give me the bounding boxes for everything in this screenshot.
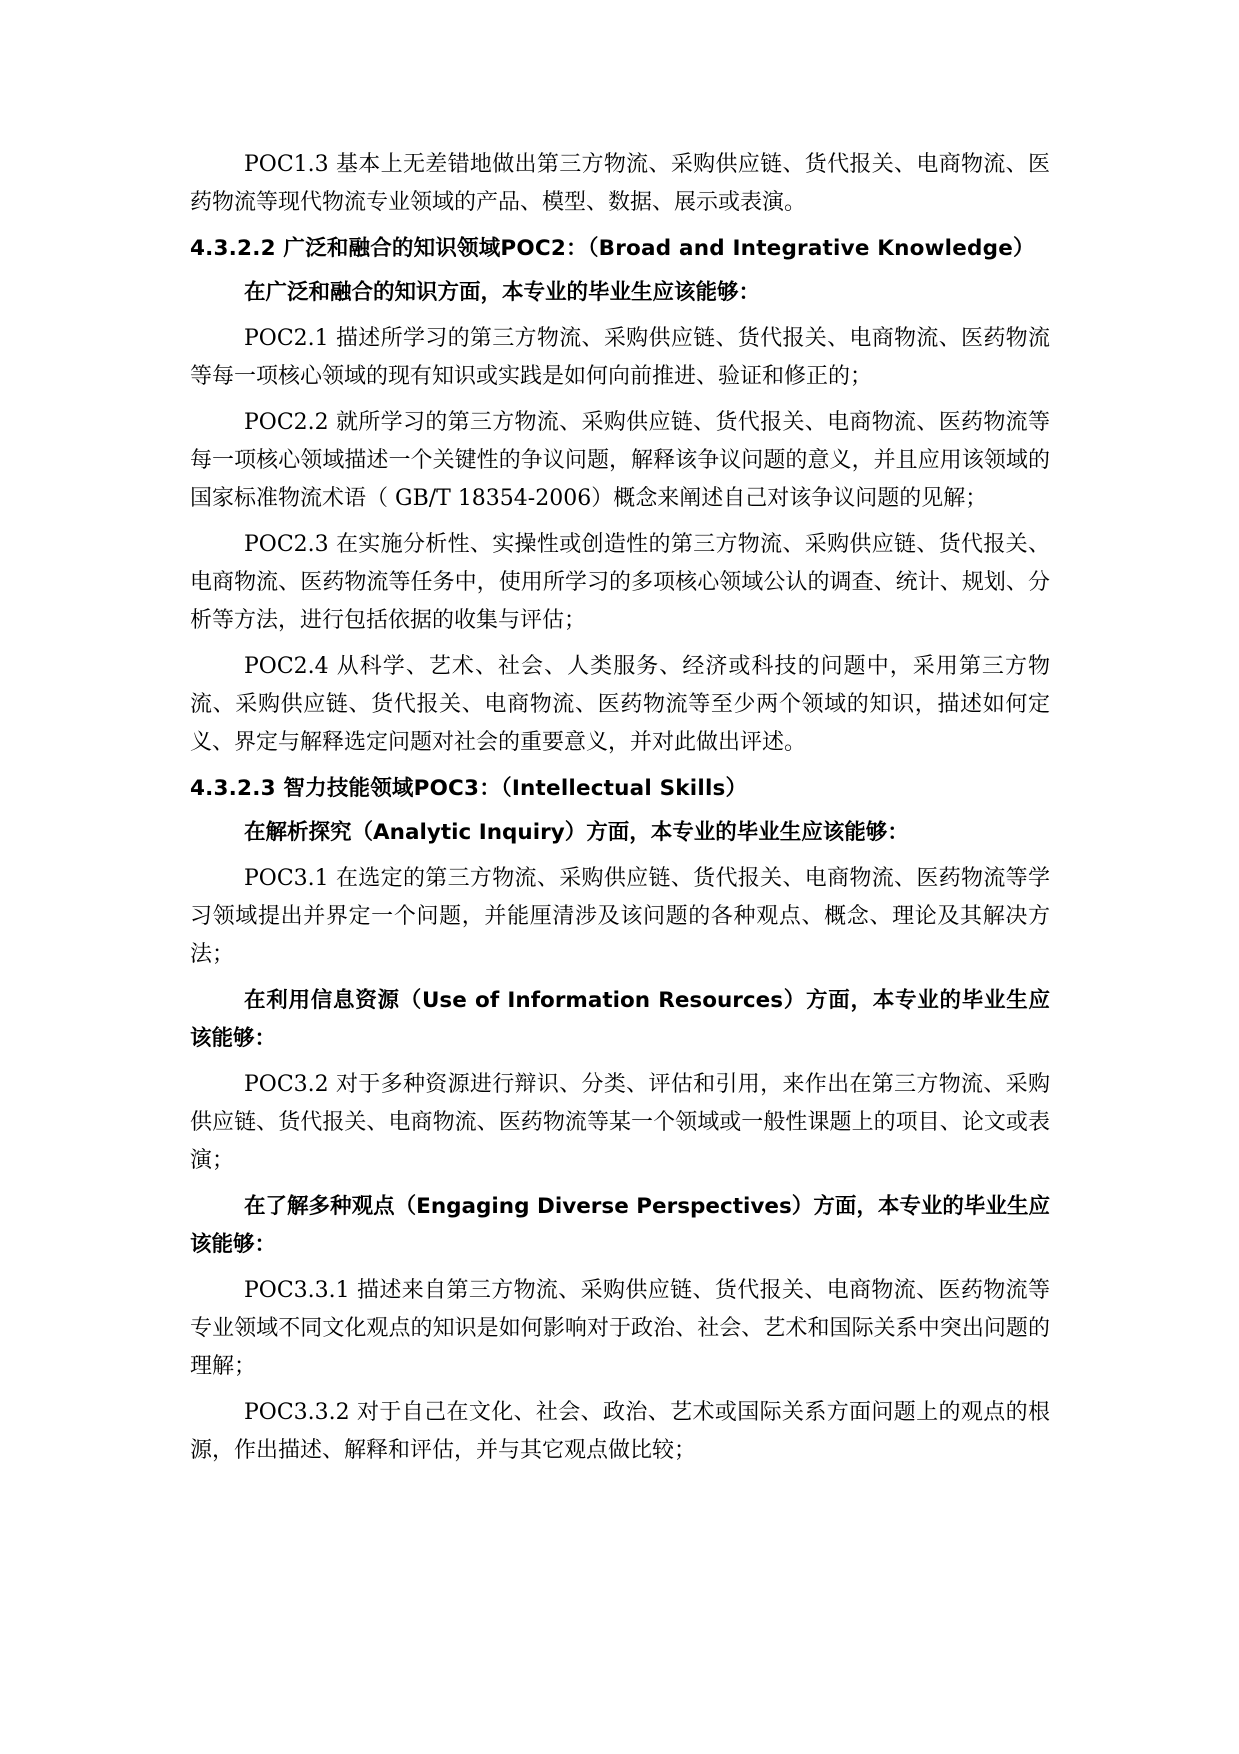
body-text: POC2.2 就所学习的第三方物流、采购供应链、货代报关、电商物流、医药物流等每一项核心领域描述一个关键性的争议问题，解释该争议问题的意义，并且应用该领域的国家标准物流术语（ GB/T 18354-2006）概念来阐述自己对该争议问题的见解； — [190, 410, 1050, 511]
body-text: POC3.2 对于多种资源进行辩识、分类、评估和引用，来作出在第三方物流、采购供应链、货代报关、电商物流、医药物流等某一个领域或一般性课题上的项目、论文或表演； — [190, 1072, 1050, 1173]
paragraph-poc3-2 — [190, 1066, 1050, 1180]
subheading-information-resources — [190, 982, 1050, 1058]
section-heading: 4.3.2.3 智力技能领域POC3：（Intellectual Skills） — [190, 776, 748, 801]
body-text: POC2.1 描述所学习的第三方物流、采购供应链、货代报关、电商物流、医药物流等每一项核心领域的现有知识或实践是如何向前推进、验证和修正的； — [190, 326, 1050, 389]
section-heading-4-3-2-3 — [190, 770, 1050, 808]
body-text: POC1.3 基本上无差错地做出第三方物流、采购供应链、货代报关、电商物流、医药物流等现代物流专业领域的产品、模型、数据、展示或表演。 — [190, 152, 1050, 215]
paragraph-poc3-1 — [190, 860, 1050, 974]
paragraph-poc3-3-2 — [190, 1394, 1050, 1470]
paragraph-poc3-3-1 — [190, 1272, 1050, 1386]
sub-heading: 在了解多种观点（Engaging Diverse Perspectives）方面，本专业的毕业生应该能够： — [190, 1194, 1050, 1257]
body-text: POC2.4 从科学、艺术、社会、人类服务、经济或科技的问题中，采用第三方物流、采购供应链、货代报关、电商物流、医药物流等至少两个领域的知识，描述如何定义、界定与解释选定问题对社会的重要意义，并对此做出评述。 — [190, 654, 1050, 755]
subheading-knowledge — [190, 274, 1050, 312]
body-text: POC3.3.2 对于自己在文化、社会、政治、艺术或国际关系方面问题上的观点的根源，作出描述、解释和评估，并与其它观点做比较； — [190, 1400, 1050, 1463]
sub-heading: 在解析探究（Analytic Inquiry）方面，本专业的毕业生应该能够： — [244, 820, 909, 845]
section-heading-4-3-2-2 — [190, 230, 1050, 268]
paragraph-poc2-4 — [190, 648, 1050, 762]
body-text: POC3.1 在选定的第三方物流、采购供应链、货代报关、电商物流、医药物流等学习领域提出并界定一个问题，并能厘清涉及该问题的各种观点、概念、理论及其解决方法； — [190, 866, 1050, 967]
section-heading: 4.3.2.2 广泛和融合的知识领域POC2：（Broad and Integrative Knowledge） — [190, 236, 1035, 261]
sub-heading: 在利用信息资源（Use of Information Resources）方面，本专业的毕业生应该能够： — [190, 988, 1050, 1051]
paragraph-poc2-1 — [190, 320, 1050, 396]
body-text: POC3.3.1 描述来自第三方物流、采购供应链、货代报关、电商物流、医药物流等专业领域不同文化观点的知识是如何影响对于政治、社会、艺术和国际关系中突出问题的理解； — [190, 1278, 1050, 1379]
paragraph-poc2-3 — [190, 526, 1050, 640]
body-text: POC2.3 在实施分析性、实操性或创造性的第三方物流、采购供应链、货代报关、电商物流、医药物流等任务中，使用所学习的多项核心领域公认的调查、统计、规划、分析等方法，进行包括依据的收集与评估； — [190, 532, 1050, 633]
paragraph-poc2-2 — [190, 404, 1050, 518]
document-page — [190, 146, 1050, 1478]
paragraph-poc1-3 — [190, 146, 1050, 222]
subheading-analytic-inquiry — [190, 814, 1050, 852]
subheading-diverse-perspectives — [190, 1188, 1050, 1264]
sub-heading: 在广泛和融合的知识方面，本专业的毕业生应该能够： — [244, 280, 761, 305]
